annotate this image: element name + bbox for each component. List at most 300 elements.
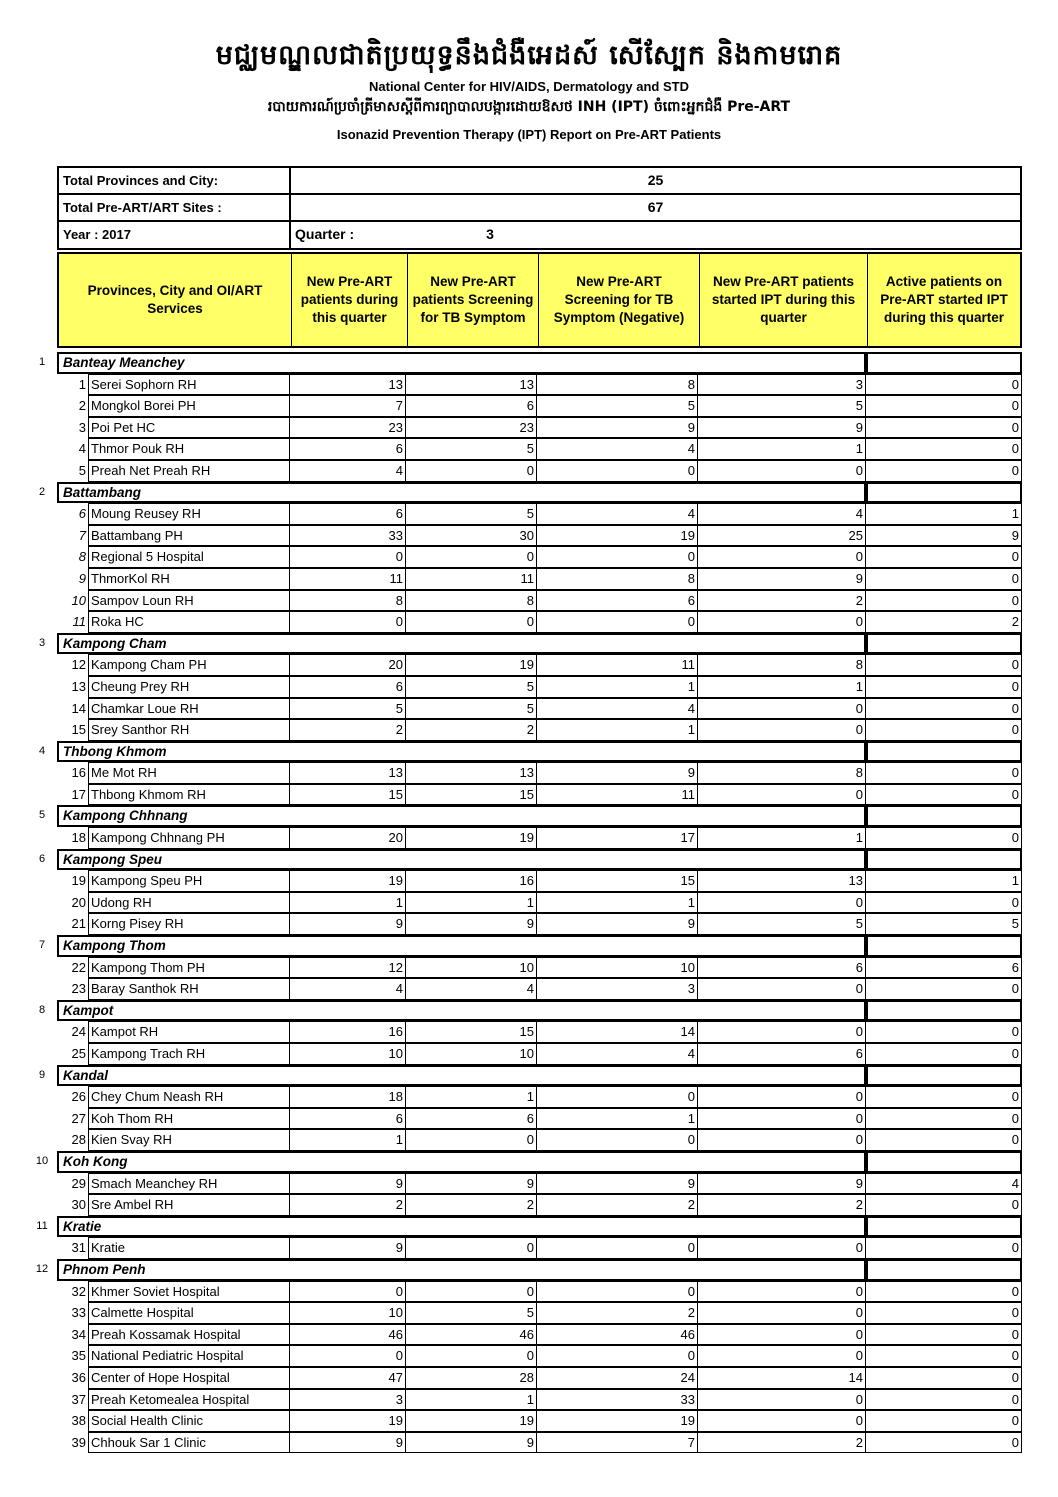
table-row xyxy=(0,1194,1058,1216)
new-patients-value: 0 xyxy=(290,1281,406,1303)
site-number: 1 xyxy=(78,376,86,392)
province-empty-cell xyxy=(866,741,1022,763)
new-patients-value: 46 xyxy=(290,1324,406,1346)
province-name: Battambang xyxy=(57,482,866,504)
started-ipt-value: 8 xyxy=(698,654,866,676)
province-number: 12 xyxy=(35,1262,49,1275)
province-name: Kampong Speu xyxy=(57,849,866,871)
tb-screening-value: 9 xyxy=(406,1432,537,1454)
quarter-cell xyxy=(291,222,1020,248)
site-name: Smach Meanchey RH xyxy=(88,1173,290,1195)
site-number: 28 xyxy=(71,1132,86,1148)
table-row xyxy=(0,590,1058,612)
tb-negative-value: 0 xyxy=(537,611,698,633)
tb-negative-value: 33 xyxy=(537,1389,698,1411)
province-number: 8 xyxy=(38,1003,46,1016)
table-row xyxy=(0,1021,1058,1043)
new-patients-value: 20 xyxy=(290,827,406,849)
site-number: 9 xyxy=(78,570,86,586)
started-ipt-value: 4 xyxy=(698,503,866,525)
table-row xyxy=(0,1302,1058,1324)
tb-screening-value: 13 xyxy=(406,762,537,784)
new-patients-value: 8 xyxy=(290,590,406,612)
tb-negative-value: 9 xyxy=(537,417,698,439)
started-ipt-value: 14 xyxy=(698,1367,866,1389)
new-patients-value: 2 xyxy=(290,719,406,741)
site-number: 8 xyxy=(78,549,86,565)
site-name: Preah Kossamak Hospital xyxy=(88,1324,290,1346)
province-name: Kandal xyxy=(57,1065,866,1087)
new-patients-value: 10 xyxy=(290,1302,406,1324)
new-patients-value: 4 xyxy=(290,460,406,482)
province-name: Phnom Penh xyxy=(57,1259,866,1281)
tb-negative-value: 4 xyxy=(537,1043,698,1065)
tb-screening-value: 19 xyxy=(406,654,537,676)
table-body xyxy=(0,352,1058,1453)
tb-screening-value: 19 xyxy=(406,827,537,849)
tb-screening-value: 1 xyxy=(406,1389,537,1411)
table-row xyxy=(0,762,1058,784)
table-row xyxy=(0,374,1058,396)
tb-negative-value: 0 xyxy=(537,1345,698,1367)
started-ipt-value: 0 xyxy=(698,784,866,806)
active-ipt-value: 0 xyxy=(866,1324,1022,1346)
started-ipt-value: 25 xyxy=(698,525,866,547)
started-ipt-value: 6 xyxy=(698,1043,866,1065)
tb-screening-value: 5 xyxy=(406,676,537,698)
table-row xyxy=(0,525,1058,547)
tb-screening-value: 2 xyxy=(406,1194,537,1216)
provinces-total-value: 25 xyxy=(647,172,664,188)
new-patients-value: 33 xyxy=(290,525,406,547)
started-ipt-value: 0 xyxy=(698,892,866,914)
column-header-tb-screening: New Pre-ART patients Screening for TB Symptom xyxy=(408,254,539,346)
year-label: Year : 2017 xyxy=(59,222,291,248)
site-number: 36 xyxy=(71,1369,86,1385)
site-number: 14 xyxy=(71,700,86,716)
active-ipt-value: 0 xyxy=(866,1021,1022,1043)
started-ipt-value: 0 xyxy=(698,719,866,741)
active-ipt-value: 2 xyxy=(866,611,1022,633)
new-patients-value: 6 xyxy=(290,1108,406,1130)
tb-screening-value: 1 xyxy=(406,892,537,914)
tb-negative-value: 9 xyxy=(537,913,698,935)
report-title-block xyxy=(0,38,1058,144)
tb-negative-value: 3 xyxy=(537,978,698,1000)
active-ipt-value: 0 xyxy=(866,417,1022,439)
site-name: Korng Pisey RH xyxy=(88,913,290,935)
province-empty-cell xyxy=(866,1259,1022,1281)
tb-negative-value: 2 xyxy=(537,1194,698,1216)
table-row xyxy=(0,1043,1058,1065)
tb-negative-value: 17 xyxy=(537,827,698,849)
site-name: Thbong Khmom RH xyxy=(88,784,290,806)
site-name: Kampong Chhnang PH xyxy=(88,827,290,849)
column-header-services: Provinces, City and OI/ART Services xyxy=(59,254,292,346)
table-row xyxy=(0,1432,1058,1454)
tb-screening-value: 15 xyxy=(406,784,537,806)
tb-screening-value: 5 xyxy=(406,698,537,720)
province-number: 7 xyxy=(38,939,46,952)
tb-screening-value: 28 xyxy=(406,1367,537,1389)
tb-screening-value: 5 xyxy=(406,1302,537,1324)
tb-screening-value: 1 xyxy=(406,1086,537,1108)
tb-negative-value: 9 xyxy=(537,762,698,784)
active-ipt-value: 0 xyxy=(866,1129,1022,1151)
tb-screening-value: 6 xyxy=(406,1108,537,1130)
site-number: 16 xyxy=(71,765,86,781)
province-empty-cell xyxy=(866,1216,1022,1238)
site-name: Social Health Clinic xyxy=(88,1410,290,1432)
new-patients-value: 4 xyxy=(290,978,406,1000)
tb-screening-value: 5 xyxy=(406,438,537,460)
active-ipt-value: 0 xyxy=(866,784,1022,806)
province-row xyxy=(0,1065,1058,1087)
new-patients-value: 23 xyxy=(290,417,406,439)
started-ipt-value: 0 xyxy=(698,1108,866,1130)
new-patients-value: 16 xyxy=(290,1021,406,1043)
new-patients-value: 6 xyxy=(290,676,406,698)
column-header-active-ipt: Active patients on Pre-ART started IPT during this quarter xyxy=(880,274,1008,325)
tb-negative-value: 11 xyxy=(537,654,698,676)
active-ipt-value: 0 xyxy=(866,1086,1022,1108)
sites-total-value: 67 xyxy=(647,199,664,215)
tb-screening-value: 10 xyxy=(406,1043,537,1065)
column-header-started-ipt: New Pre-ART patients started IPT during this quarter xyxy=(700,254,868,346)
table-row xyxy=(0,1086,1058,1108)
province-name: Kampong Thom xyxy=(57,935,866,957)
tb-screening-value: 10 xyxy=(406,957,537,979)
province-row xyxy=(0,352,1058,374)
active-ipt-value: 0 xyxy=(866,698,1022,720)
site-name: Koh Thom RH xyxy=(88,1108,290,1130)
site-name: Mongkol Borei PH xyxy=(88,395,290,417)
active-ipt-value: 0 xyxy=(866,460,1022,482)
site-name: Kampong Thom PH xyxy=(88,957,290,979)
started-ipt-value: 0 xyxy=(698,611,866,633)
started-ipt-value: 2 xyxy=(698,1432,866,1454)
new-patients-value: 20 xyxy=(290,654,406,676)
new-patients-value: 9 xyxy=(290,913,406,935)
active-ipt-value: 0 xyxy=(866,1194,1022,1216)
site-name: Preah Ketomealea Hospital xyxy=(88,1389,290,1411)
tb-negative-value: 0 xyxy=(537,460,698,482)
site-name: Serei Sophorn RH xyxy=(88,374,290,396)
province-number: 2 xyxy=(38,485,46,498)
started-ipt-value: 0 xyxy=(698,978,866,1000)
active-ipt-value: 0 xyxy=(866,978,1022,1000)
tb-negative-value: 0 xyxy=(537,1237,698,1259)
site-number: 22 xyxy=(71,959,86,975)
khmer-report-subtitle: របាយការណ៍ប្រចាំត្រីមាសស្តីពីការព្យាបាលបង្ការដោយឱសថ INH (IPT) ចំពោះអ្នកជំងឺ Pre-ART xyxy=(267,99,791,115)
new-patients-value: 7 xyxy=(290,395,406,417)
site-number: 18 xyxy=(71,830,86,846)
site-number: 37 xyxy=(71,1391,86,1407)
site-name: Kien Svay RH xyxy=(88,1129,290,1151)
started-ipt-value: 0 xyxy=(698,1302,866,1324)
new-patients-value: 13 xyxy=(290,762,406,784)
tb-negative-value: 4 xyxy=(537,438,698,460)
active-ipt-value: 5 xyxy=(866,913,1022,935)
site-name: Thmor Pouk RH xyxy=(88,438,290,460)
province-number: 5 xyxy=(38,809,46,822)
site-number: 10 xyxy=(71,592,86,608)
table-row xyxy=(0,1367,1058,1389)
active-ipt-value: 0 xyxy=(866,546,1022,568)
table-header xyxy=(57,252,1022,348)
tb-negative-value: 6 xyxy=(537,590,698,612)
active-ipt-value: 1 xyxy=(866,503,1022,525)
site-number: 31 xyxy=(71,1240,86,1256)
new-patients-value: 19 xyxy=(290,1410,406,1432)
province-row xyxy=(0,849,1058,871)
table-row xyxy=(0,978,1058,1000)
tb-screening-value: 11 xyxy=(406,568,537,590)
tb-screening-value: 0 xyxy=(406,1129,537,1151)
new-patients-value: 18 xyxy=(290,1086,406,1108)
table-row xyxy=(0,568,1058,590)
site-name: Chey Chum Neash RH xyxy=(88,1086,290,1108)
new-patients-value: 47 xyxy=(290,1367,406,1389)
tb-negative-value: 24 xyxy=(537,1367,698,1389)
summary-info-table xyxy=(57,166,1022,250)
site-name: Chamkar Loue RH xyxy=(88,698,290,720)
table-row xyxy=(0,503,1058,525)
active-ipt-value: 0 xyxy=(866,762,1022,784)
table-row xyxy=(0,676,1058,698)
site-name: Kratie xyxy=(88,1237,290,1259)
province-empty-cell xyxy=(866,482,1022,504)
table-row xyxy=(0,870,1058,892)
tb-negative-value: 1 xyxy=(537,719,698,741)
table-row xyxy=(0,1129,1058,1151)
active-ipt-value: 0 xyxy=(866,1410,1022,1432)
site-number: 21 xyxy=(71,916,86,932)
active-ipt-value: 0 xyxy=(866,395,1022,417)
active-ipt-value: 0 xyxy=(866,1237,1022,1259)
active-ipt-value: 1 xyxy=(866,870,1022,892)
started-ipt-value: 13 xyxy=(698,870,866,892)
site-number: 13 xyxy=(71,678,86,694)
site-name: Khmer Soviet Hospital xyxy=(88,1281,290,1303)
province-number: 10 xyxy=(35,1154,49,1167)
new-patients-value: 9 xyxy=(290,1432,406,1454)
site-name: Battambang PH xyxy=(88,525,290,547)
province-name: Kampot xyxy=(57,1000,866,1022)
active-ipt-value: 0 xyxy=(866,654,1022,676)
province-name: Kratie xyxy=(57,1216,866,1238)
site-name: Moung Reusey RH xyxy=(88,503,290,525)
tb-negative-value: 0 xyxy=(537,1281,698,1303)
tb-screening-value: 4 xyxy=(406,978,537,1000)
tb-screening-value: 9 xyxy=(406,913,537,935)
tb-negative-value: 1 xyxy=(537,892,698,914)
new-patients-value: 6 xyxy=(290,503,406,525)
new-patients-value: 6 xyxy=(290,438,406,460)
active-ipt-value: 0 xyxy=(866,1432,1022,1454)
active-ipt-value: 0 xyxy=(866,1108,1022,1130)
new-patients-value: 0 xyxy=(290,546,406,568)
table-row xyxy=(0,654,1058,676)
sites-total-row xyxy=(59,195,1020,222)
province-name: Kampong Cham xyxy=(57,633,866,655)
table-row xyxy=(0,460,1058,482)
new-patients-value: 13 xyxy=(290,374,406,396)
province-row xyxy=(0,935,1058,957)
province-number: 1 xyxy=(38,356,46,368)
site-name: Srey Santhor RH xyxy=(88,719,290,741)
province-empty-cell xyxy=(866,633,1022,655)
tb-negative-value: 0 xyxy=(537,546,698,568)
tb-negative-value: 15 xyxy=(537,870,698,892)
site-number: 19 xyxy=(71,873,86,889)
quarter-value: 3 xyxy=(486,226,494,242)
site-number: 26 xyxy=(71,1089,86,1105)
new-patients-value: 0 xyxy=(290,611,406,633)
new-patients-value: 1 xyxy=(290,1129,406,1151)
table-row xyxy=(0,698,1058,720)
province-empty-cell xyxy=(866,1065,1022,1087)
started-ipt-value: 1 xyxy=(698,827,866,849)
table-row xyxy=(0,1345,1058,1367)
site-number: 25 xyxy=(71,1046,86,1061)
province-row xyxy=(0,1000,1058,1022)
new-patients-value: 9 xyxy=(290,1173,406,1195)
site-number: 15 xyxy=(71,722,86,738)
active-ipt-value: 0 xyxy=(866,1367,1022,1389)
active-ipt-value: 4 xyxy=(866,1173,1022,1195)
table-row xyxy=(0,1324,1058,1346)
province-row xyxy=(0,633,1058,655)
started-ipt-value: 0 xyxy=(698,1324,866,1346)
tb-screening-value: 23 xyxy=(406,417,537,439)
province-row xyxy=(0,805,1058,827)
active-ipt-value: 0 xyxy=(866,1389,1022,1411)
new-patients-value: 2 xyxy=(290,1194,406,1216)
tb-screening-value: 2 xyxy=(406,719,537,741)
table-row xyxy=(0,957,1058,979)
tb-negative-value: 10 xyxy=(537,957,698,979)
table-row xyxy=(0,438,1058,460)
province-number: 4 xyxy=(38,744,46,757)
tb-negative-value: 4 xyxy=(537,698,698,720)
tb-negative-value: 1 xyxy=(537,1108,698,1130)
table-row xyxy=(0,784,1058,806)
tb-screening-value: 0 xyxy=(406,611,537,633)
site-name: Chhouk Sar 1 Clinic xyxy=(88,1432,290,1454)
table-row xyxy=(0,827,1058,849)
province-number: 11 xyxy=(36,1219,48,1232)
started-ipt-value: 9 xyxy=(698,1173,866,1195)
active-ipt-value: 0 xyxy=(866,568,1022,590)
tb-negative-value: 9 xyxy=(537,1173,698,1195)
site-name: ThmorKol RH xyxy=(88,568,290,590)
year-quarter-row xyxy=(59,222,1020,248)
started-ipt-value: 5 xyxy=(698,395,866,417)
site-name: National Pediatric Hospital xyxy=(88,1345,290,1367)
province-number: 3 xyxy=(38,636,46,649)
table-row xyxy=(0,546,1058,568)
site-name: Cheung Prey RH xyxy=(88,676,290,698)
khmer-org-title: មជ្ឈមណ្ឌលជាតិប្រយុទ្ធនឹងជំងឺអេដស៍ សើស្បែក និងកាមរោគ xyxy=(215,40,843,71)
tb-screening-value: 46 xyxy=(406,1324,537,1346)
tb-negative-value: 8 xyxy=(537,568,698,590)
started-ipt-value: 2 xyxy=(698,1194,866,1216)
started-ipt-value: 0 xyxy=(698,1281,866,1303)
table-row xyxy=(0,1281,1058,1303)
english-report-title: Isonazid Prevention Therapy (IPT) Report on Pre-ART Patients xyxy=(336,127,722,142)
started-ipt-value: 0 xyxy=(698,460,866,482)
table-row xyxy=(0,1410,1058,1432)
site-name: Preah Net Preah RH xyxy=(88,460,290,482)
started-ipt-value: 0 xyxy=(698,1389,866,1411)
new-patients-value: 19 xyxy=(290,870,406,892)
tb-negative-value: 19 xyxy=(537,525,698,547)
province-number: 9 xyxy=(38,1068,46,1081)
active-ipt-value: 0 xyxy=(866,374,1022,396)
site-number: 33 xyxy=(71,1305,86,1321)
started-ipt-value: 0 xyxy=(698,1345,866,1367)
province-empty-cell xyxy=(866,1151,1022,1173)
new-patients-value: 3 xyxy=(290,1389,406,1411)
tb-screening-value: 8 xyxy=(406,590,537,612)
site-name: Baray Santhok RH xyxy=(88,978,290,1000)
provinces-total-row xyxy=(59,168,1020,195)
province-name: Banteay Meanchey xyxy=(57,352,866,374)
new-patients-value: 12 xyxy=(290,957,406,979)
province-empty-cell xyxy=(866,1000,1022,1022)
site-number: 3 xyxy=(78,419,86,435)
table-row xyxy=(0,1108,1058,1130)
tb-screening-value: 0 xyxy=(406,1281,537,1303)
tb-screening-value: 6 xyxy=(406,395,537,417)
site-number: 39 xyxy=(71,1434,86,1450)
tb-screening-value: 0 xyxy=(406,546,537,568)
site-name: Poi Pet HC xyxy=(88,417,290,439)
new-patients-value: 1 xyxy=(290,892,406,914)
started-ipt-value: 3 xyxy=(698,374,866,396)
english-org-name: National Center for HIV/AIDS, Dermatology and STD xyxy=(369,79,689,94)
tb-screening-value: 0 xyxy=(406,460,537,482)
tb-negative-value: 7 xyxy=(537,1432,698,1454)
site-number: 12 xyxy=(71,657,86,673)
site-name: Udong RH xyxy=(88,892,290,914)
tb-screening-value: 19 xyxy=(406,1410,537,1432)
site-name: Calmette Hospital xyxy=(88,1302,290,1324)
site-number: 24 xyxy=(71,1024,86,1040)
site-name: Sampov Loun RH xyxy=(88,590,290,612)
table-row xyxy=(0,892,1058,914)
started-ipt-value: 1 xyxy=(698,676,866,698)
province-row xyxy=(0,741,1058,763)
tb-negative-value: 8 xyxy=(537,374,698,396)
site-number: 29 xyxy=(71,1175,86,1191)
active-ipt-value: 0 xyxy=(866,892,1022,914)
started-ipt-value: 9 xyxy=(698,417,866,439)
new-patients-value: 15 xyxy=(290,784,406,806)
started-ipt-value: 6 xyxy=(698,957,866,979)
active-ipt-value: 0 xyxy=(866,1043,1022,1065)
active-ipt-value: 0 xyxy=(866,1345,1022,1367)
tb-screening-value: 0 xyxy=(406,1345,537,1367)
province-name: Thbong Khmom xyxy=(57,741,866,763)
site-number: 7 xyxy=(78,527,86,543)
started-ipt-value: 0 xyxy=(698,698,866,720)
site-name: Kampong Cham PH xyxy=(88,654,290,676)
tb-negative-value: 4 xyxy=(537,503,698,525)
new-patients-value: 0 xyxy=(290,1345,406,1367)
site-name: Center of Hope Hospital xyxy=(88,1367,290,1389)
